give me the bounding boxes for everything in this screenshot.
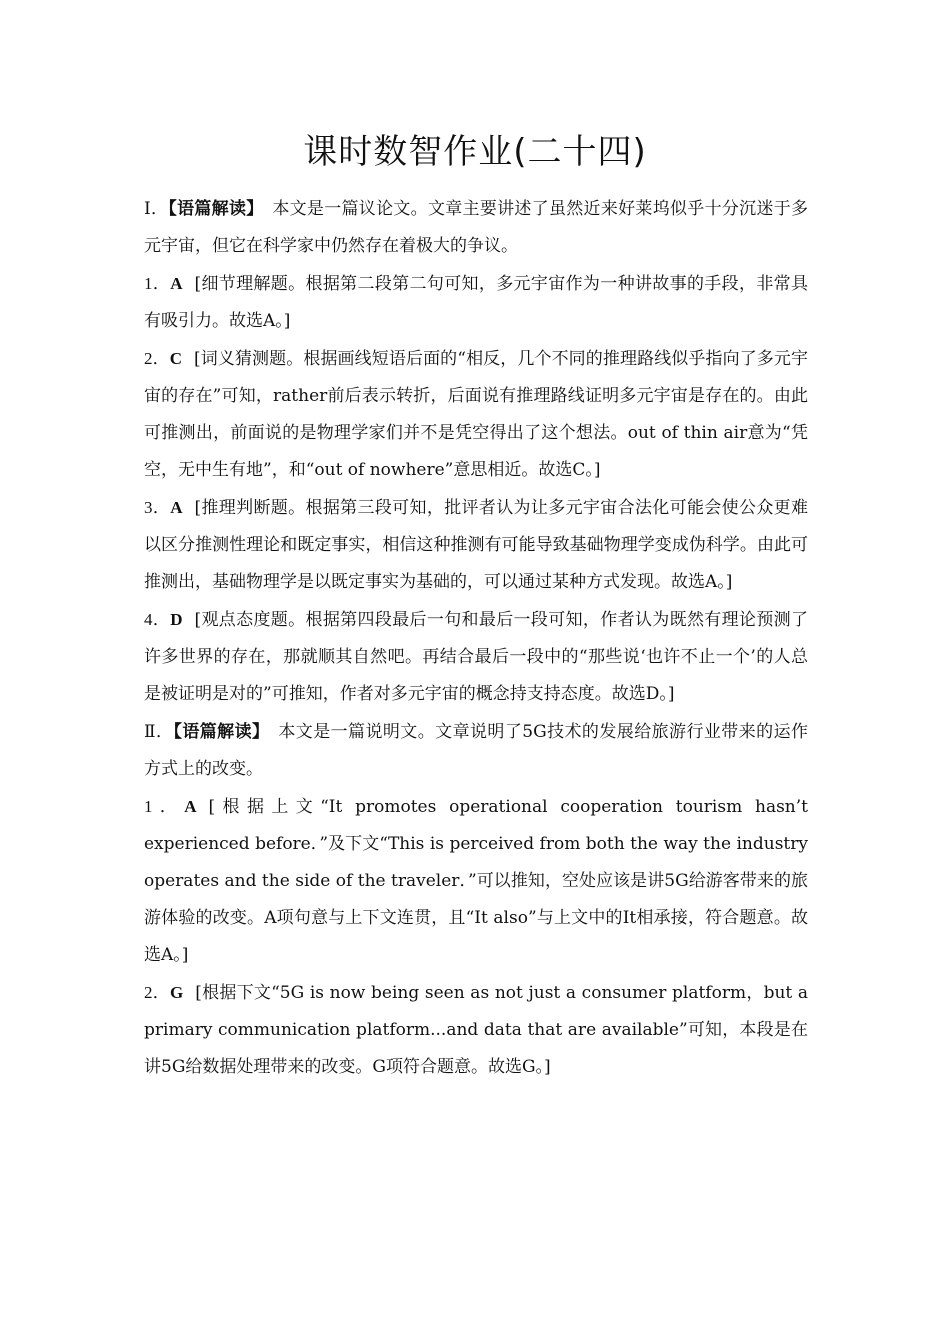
answer-explanation: [细节理解题。根据第二段第二句可知，多元宇宙作为一种讲故事的手段，非常具有吸引力。故选A。] xyxy=(144,274,808,331)
answer-letter: A xyxy=(170,274,183,293)
section2-label: Ⅱ． xyxy=(144,722,174,741)
page-title: 课时数智作业(二十四) xyxy=(303,132,647,172)
answer-letter: A xyxy=(184,797,197,816)
answer-letter: G xyxy=(170,983,184,1002)
section2-tag: 【语篇解读】 xyxy=(173,722,261,742)
answer-body xyxy=(144,190,808,1086)
answer-number: 3． xyxy=(144,498,171,517)
answer-item xyxy=(144,489,808,601)
answer-item xyxy=(144,265,808,340)
answer-number: 4． xyxy=(144,610,171,629)
answer-item xyxy=(144,974,808,1086)
answer-item xyxy=(144,340,808,489)
section1-intro-text: 本文是一篇议论文。文章主要讲述了虽然近来好莱坞似乎十分沉迷于多元宇宙，但它在科学家中仍然存在着极大的争议。 xyxy=(144,199,809,256)
answer-explanation: [观点态度题。根据第四段最后一句和最后一段可知，作者认为既然有理论预测了许多世界的存在，那就顺其自然吧。再结合最后一段中的“那些说‘也许不止一个’的人总是被证明是对的”可推知，作者对多元宇宙的概念持支持态度。故选D。] xyxy=(144,610,808,704)
answer-number: 1． xyxy=(144,274,171,293)
answer-number: 2． xyxy=(144,349,170,368)
section1-intro xyxy=(144,190,808,265)
answer-item xyxy=(144,601,808,713)
answer-letter: D xyxy=(170,610,183,629)
answer-explanation: [词义猜测题。根据画线短语后面的“相反，几个不同的推理路线似乎指向了多元宇宙的存在”可知，rather前后表示转折，后面说有推理路线证明多元宇宙是存在的。由此可推测出，前面说的是物理学家们并不是凭空得出了这个想法。out of thin air意为“凭空，无中生有地”，和“out of nowhere”意思相近。故选C。] xyxy=(144,349,809,480)
answer-item xyxy=(144,788,808,974)
answer-explanation: [根据上文“It promotes operational cooperation tourism hasn’t experienced before．”及下文“This is perceived from both the way the industry operates and the side of the traveler．”可以推知，空处应该是讲5G给游客带来的旅游体验的改变。A项句意与上下文连贯，且“It also”与上文中的It相承接，符合题意。故选A。] xyxy=(144,797,808,965)
section2-intro xyxy=(144,713,808,788)
answer-explanation: [根据下文“5G is now being seen as not just a consumer platform，but a primary communication platform...and data that are available”可知，本段是在讲5G给数据处理带来的改变。G项符合题意。故选G。] xyxy=(144,983,809,1077)
answer-number: 1． xyxy=(144,797,185,816)
answer-letter: A xyxy=(170,498,183,517)
section2-intro-text: 本文是一篇说明文。文章说明了5G技术的发展给旅游行业带来的运作方式上的改变。 xyxy=(144,722,808,779)
section1-label: Ⅰ． xyxy=(144,199,169,218)
section1-tag: 【语篇解读】 xyxy=(168,199,256,219)
answer-explanation: [推理判断题。根据第三段可知，批评者认为让多元宇宙合法化可能会使公众更难以区分推测性理论和既定事实，相信这种推测有可能导致基础物理学变成伪科学。由此可推测出，基础物理学是以既定事实为基础的，可以通过某种方式发现。故选A。] xyxy=(144,498,808,592)
answer-number: 2． xyxy=(144,983,170,1002)
answer-letter: C xyxy=(169,349,182,368)
